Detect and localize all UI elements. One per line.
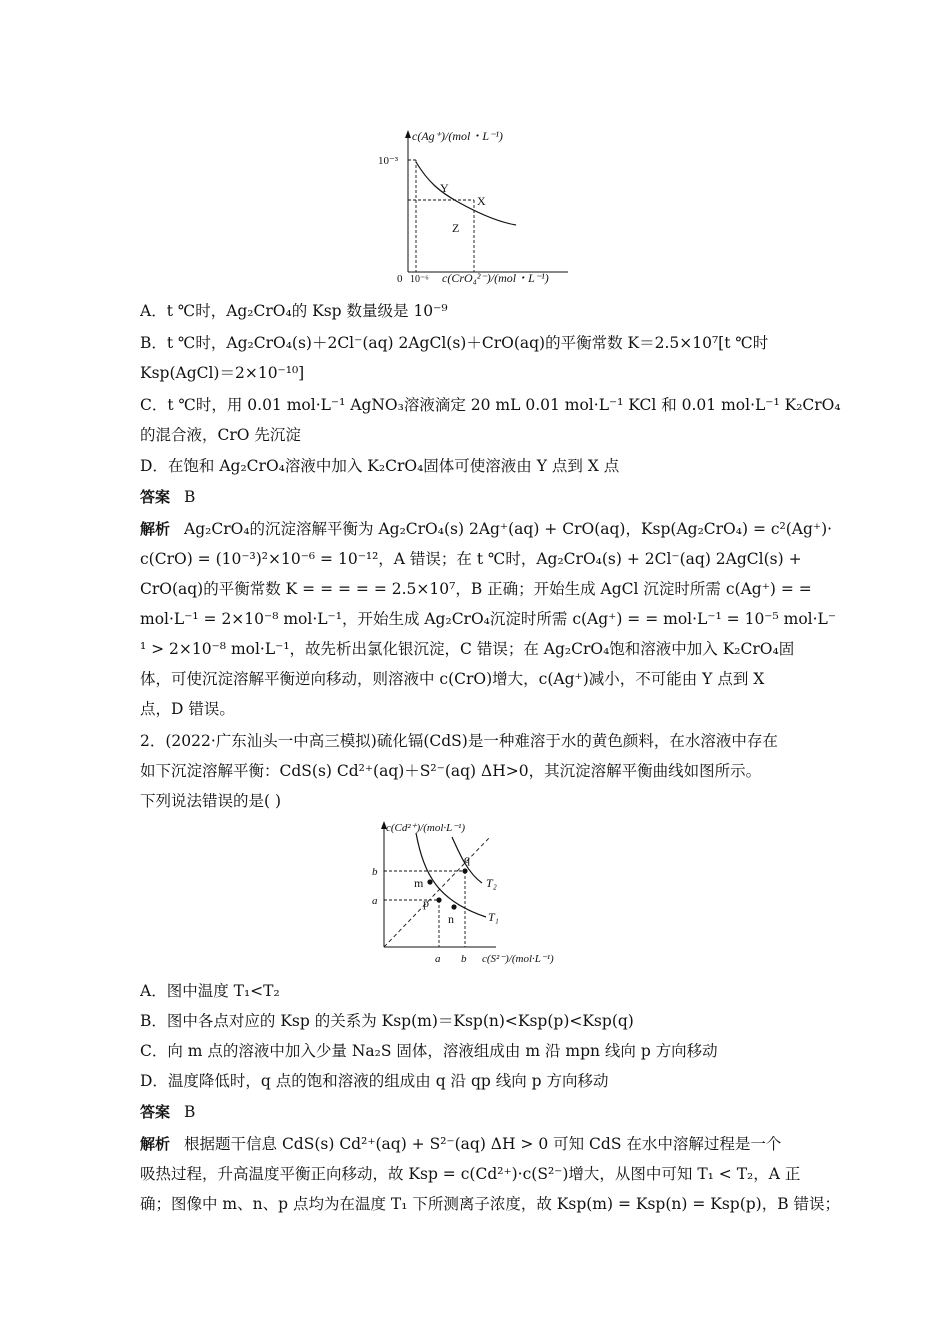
q1-analysis-text-1: Ag₂CrO₄的沉淀溶解平衡为 Ag₂CrO₄(s) 2Ag⁺(aq) + CrO(aq)，Ksp(Ag₂CrO₄) = c²(Ag⁺)·	[184, 520, 833, 538]
q1-option-b-line2: Ksp(AgCl)＝2×10⁻¹⁰]	[140, 364, 305, 382]
q1-analysis-label: 解析	[140, 520, 171, 538]
point-n	[451, 904, 456, 909]
q2-answer-label: 答案	[140, 1103, 171, 1121]
q1-analysis-line-7: 点，D 错误。	[140, 700, 235, 718]
point-n-label: n	[448, 912, 454, 926]
q2-option-c: C．向 m 点的溶液中加入少量 Na₂S 固体，溶液组成由 m 沿 mpn 线向 p 方向移动	[140, 1042, 718, 1060]
x-tick-b: b	[461, 953, 467, 965]
q2-analysis-line-2: 吸热过程，升高温度平衡正向移动，故 Ksp = c(Cd²⁺)·c(S²⁻)增大，从图中可知 T₁ < T₂，A 正	[140, 1165, 801, 1183]
q2-analysis-line-1	[140, 1133, 820, 1155]
figure-cds-curve	[368, 815, 588, 970]
q2-stem-line1: 2．(2022·广东汕头一中高三模拟)硫化镉(CdS)是一种难溶于水的黄色颜料，在水溶液中存在	[140, 732, 778, 750]
q1-option-d: D．在饱和 Ag₂CrO₄溶液中加入 K₂CrO₄固体可使溶液由 Y 点到 X 点	[140, 457, 620, 475]
q1-analysis-line-4: mol·L⁻¹ = 2×10⁻⁸ mol·L⁻¹，开始生成 Ag₂CrO₄沉淀时所需 c(Ag⁺) = = mol·L⁻¹ = 10⁻⁵ mol·L⁻	[140, 610, 837, 628]
y-tick-label: 10⁻³	[378, 155, 399, 167]
q1-analysis-line-3: CrO(aq)的平衡常数 K = = = = = 2.5×10⁷，B 正确；开始生成 AgCl 沉淀时所需 c(Ag⁺) = =	[140, 580, 812, 598]
q1-analysis-line-2: c(CrO) = (10⁻³)²×10⁻⁶ = 10⁻¹²，A 错误；在 t ℃时，Ag₂CrO₄(s) + 2Cl⁻(aq) 2AgCl(s) +	[140, 550, 802, 568]
q2-stem-line2: 如下沉淀溶解平衡：CdS(s) Cd²⁺(aq)＋S²⁻(aq) ΔH>0，其沉淀溶解平衡曲线如图所示。	[140, 762, 762, 780]
figure-ag-cro4-curve	[368, 122, 588, 288]
x-tick-label: 10⁻⁶	[410, 274, 429, 285]
q2-option-d: D．温度降低时，q 点的饱和溶液的组成由 q 沿 qp 线向 p 方向移动	[140, 1072, 609, 1090]
q1-option-b-line1: B．t ℃时，Ag₂CrO₄(s)＋2Cl⁻(aq) 2AgCl(s)＋CrO(aq)的平衡常数 K＝2.5×10⁷[t ℃时	[140, 334, 769, 352]
q2-analysis-line-3: 确；图像中 m、n、p 点均为在温度 T₁ 下所测离子浓度，故 Ksp(m) = Ksp(n) = Ksp(p)，B 错误；	[140, 1195, 841, 1213]
x-tick-a: a	[435, 953, 441, 965]
point-x-label: X	[477, 194, 486, 208]
q1-analysis-line-1	[140, 518, 833, 540]
point-p	[436, 897, 441, 902]
solubility-curve	[416, 162, 516, 225]
q2-stem-line3: 下列说法错误的是( )	[140, 792, 282, 810]
y-axis-arrow	[405, 130, 411, 138]
q2-analysis-text-1: 根据题干信息 CdS(s) Cd²⁺(aq) + S²⁻(aq) ΔH > 0 可知 CdS 在水中溶解过程是一个	[184, 1135, 782, 1153]
point-q	[462, 868, 467, 873]
q1-analysis-line-6: 体，可使沉淀溶解平衡逆向移动，则溶液中 c(CrO)增大，c(Ag⁺)减小，不可能由 Y 点到 X	[140, 670, 765, 688]
y-axis-label: c(Cd²⁺)/(mol·L⁻¹)	[386, 822, 466, 834]
point-q-label: q	[464, 852, 470, 866]
y-tick-a: a	[372, 895, 378, 907]
q2-answer-value: B	[184, 1103, 196, 1121]
q2-option-b: B．图中各点对应的 Ksp 的关系为 Ksp(m)＝Ksp(n)<Ksp(p)<Ksp(q)	[140, 1012, 634, 1030]
x-axis-label: c(CrO₄²⁻)/(mol・L⁻¹)	[442, 271, 549, 285]
point-z-label: Z	[452, 221, 460, 235]
q1-answer-value: B	[184, 488, 196, 506]
curve-t1-label: T₁	[488, 910, 499, 924]
q1-answer-label: 答案	[140, 488, 171, 506]
q2-analysis-label: 解析	[140, 1135, 171, 1153]
curve-t2-label: T₂	[486, 876, 497, 890]
origin-label: 0	[397, 273, 403, 285]
point-y-label: Y	[440, 181, 449, 195]
q1-option-c-line1: C．t ℃时，用 0.01 mol·L⁻¹ AgNO₃溶液滴定 20 mL 0.01 mol·L⁻¹ KCl 和 0.01 mol·L⁻¹ K₂CrO₄	[140, 396, 841, 414]
x-axis-label: c(S²⁻)/(mol·L⁻¹)	[482, 953, 554, 965]
q1-analysis-line-5: ¹ > 2×10⁻⁸ mol·L⁻¹，故先析出氯化银沉淀，C 错误；在 Ag₂CrO₄饱和溶液中加入 K₂CrO₄固	[140, 640, 795, 658]
y-tick-b: b	[372, 866, 378, 878]
q1-option-c-line2: 的混合液，CrO 先沉淀	[140, 426, 301, 444]
q2-option-a: A．图中温度 T₁<T₂	[140, 982, 280, 1000]
y-axis-label: c(Ag⁺)/(mol・L⁻¹)	[412, 129, 503, 143]
diagonal-guide	[384, 837, 490, 947]
point-p-label: p	[423, 896, 429, 910]
point-m-label: m	[414, 876, 424, 890]
q1-option-a: A．t ℃时，Ag₂CrO₄的 Ksp 数量级是 10⁻⁹	[140, 302, 448, 320]
q1-answer-row	[140, 486, 820, 508]
point-m	[427, 879, 432, 884]
q2-answer-row	[140, 1101, 820, 1123]
